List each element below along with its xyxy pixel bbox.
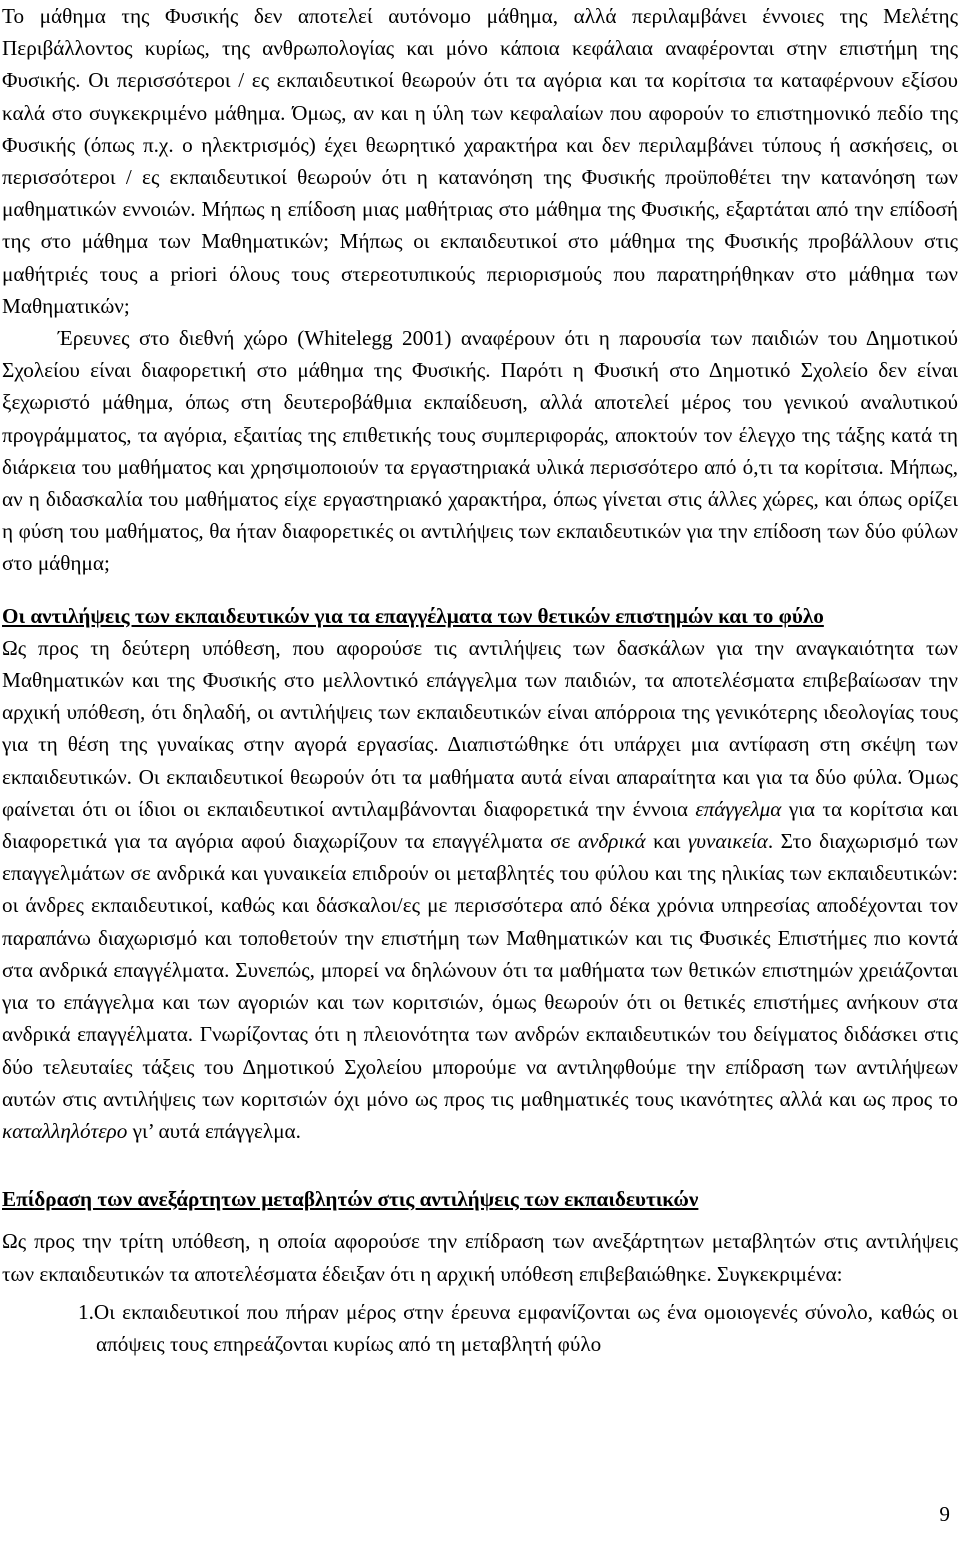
text-run: για τα κορίτσια και διαφορετικά για τα αγόρια αφού διαχωρίζουν τα επαγγέλματα σε xyxy=(2,796,958,854)
emphasis-male: ανδρικά xyxy=(577,829,646,854)
text-run: και xyxy=(645,829,688,854)
paragraph-physics-subject: Το μάθημα της Φυσικής δεν αποτελεί αυτόνομο μάθημα, αλλά περιλαμβάνει έννοιες της Μελέτης Περιβάλλοντος κυρίως, της ανθρωπολογίας και μόνο κάποια κεφάλαια αναφέρονται στην επιστήμη της Φυσικής. Οι περισσότεροι / ες εκπαιδευτικοί θεωρούν ότι τα αγόρια και τα κορίτσια τα καταφέρνουν εξίσου καλά στο συγκεκριμένο μάθημα. Όμως, αν και η ύλη των κεφαλαίων που αφορούν το επιστημονικό πεδίο της Φυσικής (όπως π.χ. ο ηλεκτρισμός) έχει θεωρητικό χαρακτήρα και δεν περιλαμβάνει τύπους ή ασκήσεις, οι περισσότεροι / ες εκπαιδευτικοί θεωρούν ότι η κατανόηση της Φυσικής προϋποθέτει την κατανόηση των μαθηματικών εννοιών. Μήπως η επίδοση μιας μαθήτριας στο μάθημα της Φυσικής, εξαρτάται από την επίδοσή της στο μάθημα των Μαθηματικών; Μήπως οι εκπαιδευτικοί στο μάθημα της Φυσικής προβάλλουν στις μαθήτριές τους a priori όλους τους στερεοτυπικούς περιορισμούς που παρατηρήθηκαν στο μάθημα των Μαθηματικών; xyxy=(2,4,958,318)
spacer xyxy=(2,1147,958,1183)
emphasis-most-suitable: καταλληλότερο xyxy=(2,1118,128,1143)
spacer xyxy=(2,1215,958,1225)
page-number: 9 xyxy=(939,1502,950,1526)
paragraph-third-hypothesis: Ως προς την τρίτη υπόθεση, η οποία αφορούσε την επίδραση των ανεξάρτητων μεταβλητών στις αντιλήψεις των εκπαιδευτικών τα αποτελέσματα έδειξαν ότι η αρχική υπόθεση επιβεβαιώθηκε. Συγκεκριμένα: xyxy=(2,1229,958,1286)
text-run: Ως προς τη δεύτερη υπόθεση, που αφορούσε τις αντιλήψεις των δασκάλων για την αναγκαιότητα των Μαθηματικών και της Φυσικής στο μελλοντικό επάγγελμα των παιδιών, τα αποτελέσματα επιβεβαίωσαν την αρχική υπόθεση, ότι δηλαδή, οι αντιλήψεις των εκπαιδευτικών είναι απόρροια της γενικότερης ιδεολογίας τους για τη θέση της γυναίκας στην αγορά εργασίας. Διαπιστώθηκε ότι υπάρχει μια αντίφαση στη σκέψη των εκπαιδευτικών. Οι εκπαιδευτικοί θεωρούν ότι τα μαθήματα αυτά είναι απαραίτητα και για τα δύο φύλα. Όμως φαίνεται ότι οι ίδιοι οι εκπαιδευτικοί αντιλαμβάνονται διαφορετικά την έννοια xyxy=(2,635,958,821)
section-heading-independent-variables: Επίδραση των ανεξάρτητων μεταβλητών στις αντιλήψεις των εκπαιδευτικών xyxy=(2,1187,699,1212)
spacer xyxy=(2,580,958,600)
paragraph-international-research: Έρευνες στο διεθνή χώρο (Whitelegg 2001) αναφέρουν ότι η παρουσία των παιδιών του Δημοτικού Σχολείου είναι διαφορετική στο μάθημα της Φυσικής. Παρότι η Φυσική στο Δημοτικό Σχολείο δεν είναι ξεχωριστό μάθημα, όπως στη δευτεροβάθμια εκπαίδευση, αλλά αποτελεί μέρος του γενικού αναλυτικού προγράμματος, τα αγόρια, εξαιτίας της επιθετικής τους συμπεριφοράς, αποκτούν τον έλεγχο της τάξης κατά τη διάρκεια του μαθήματος και χρησιμοποιούν τα εργαστηριακά υλικά περισσότερο από ό,τι τα κορίτσια. Μήπως, αν η διδασκαλία του μαθήματος είχε εργαστηριακό χαρακτήρα, όπως γίνεται στις άλλες χώρες, και όπως ορίζει η φύση του μαθήματος, θα ήταν διαφορετικές οι αντιλήψεις των εκπαιδευτικών για την επίδοση των δύο φύλων στο μάθημα; xyxy=(2,326,958,576)
emphasis-profession: επάγγελμα xyxy=(695,796,782,821)
text-run: γι’ αυτά επάγγελμα. xyxy=(127,1118,301,1143)
section-heading-professions: Οι αντιλήψεις των εκπαιδευτικών για τα επαγγέλματα των θετικών επιστημών και το φύλο xyxy=(2,603,824,628)
list-item-number: 1. xyxy=(78,1299,94,1324)
emphasis-female: γυναικεία xyxy=(687,829,768,854)
paragraph-second-hypothesis xyxy=(2,632,958,1147)
list-item xyxy=(2,1296,958,1360)
list-item-text: Οι εκπαιδευτικοί που πήραν μέρος στην έρευνα εμφανίζονται ως ένα ομοιογενές σύνολο, καθώς οι απόψεις τους επηρεάζονται κυρίως από τη μεταβλητή φύλο xyxy=(93,1299,958,1356)
text-run: . Στο διαχωρισμό των επαγγελμάτων σε ανδρικά και γυναικεία επιδρούν οι μεταβλητές του φύλου και της ηλικίας των εκπαιδευτικών: οι άνδρες εκπαιδευτικοί, καθώς και δάσκαλοι/ες με περισσότερα από δέκα χρόνια υπηρεσίας αποδέχονται τον παραπάνω διαχωρισμό και τοποθετούν την επιστήμη των Μαθηματικών και τις Φυσικές Επιστήμες πιο κοντά στα ανδρικά επαγγέλματα. Συνεπώς, μπορεί να δηλώνουν ότι τα μαθήματα των θετικών επιστημών χρειάζονται για το επάγγελμα και των αγοριών και των κοριτσιών, όμως θεωρούν ότι οι θετικές επιστήμες ανήκουν στα ανδρικά επαγγέλματα. Γνωρίζοντας ότι η πλειονότητα των ανδρών εκπαιδευτικών του δείγματος διδάσκει στις δύο τελευταίες τάξεις του Δημοτικού Σχολείου μπορούμε να αντιληφθούμε την επίδραση των αντιλήψεων αυτών στις αντιλήψεις των κοριτσιών όχι μόνο ως προς τις μαθηματικές τους ικανότητες αλλά και ως προς το xyxy=(2,829,959,1111)
